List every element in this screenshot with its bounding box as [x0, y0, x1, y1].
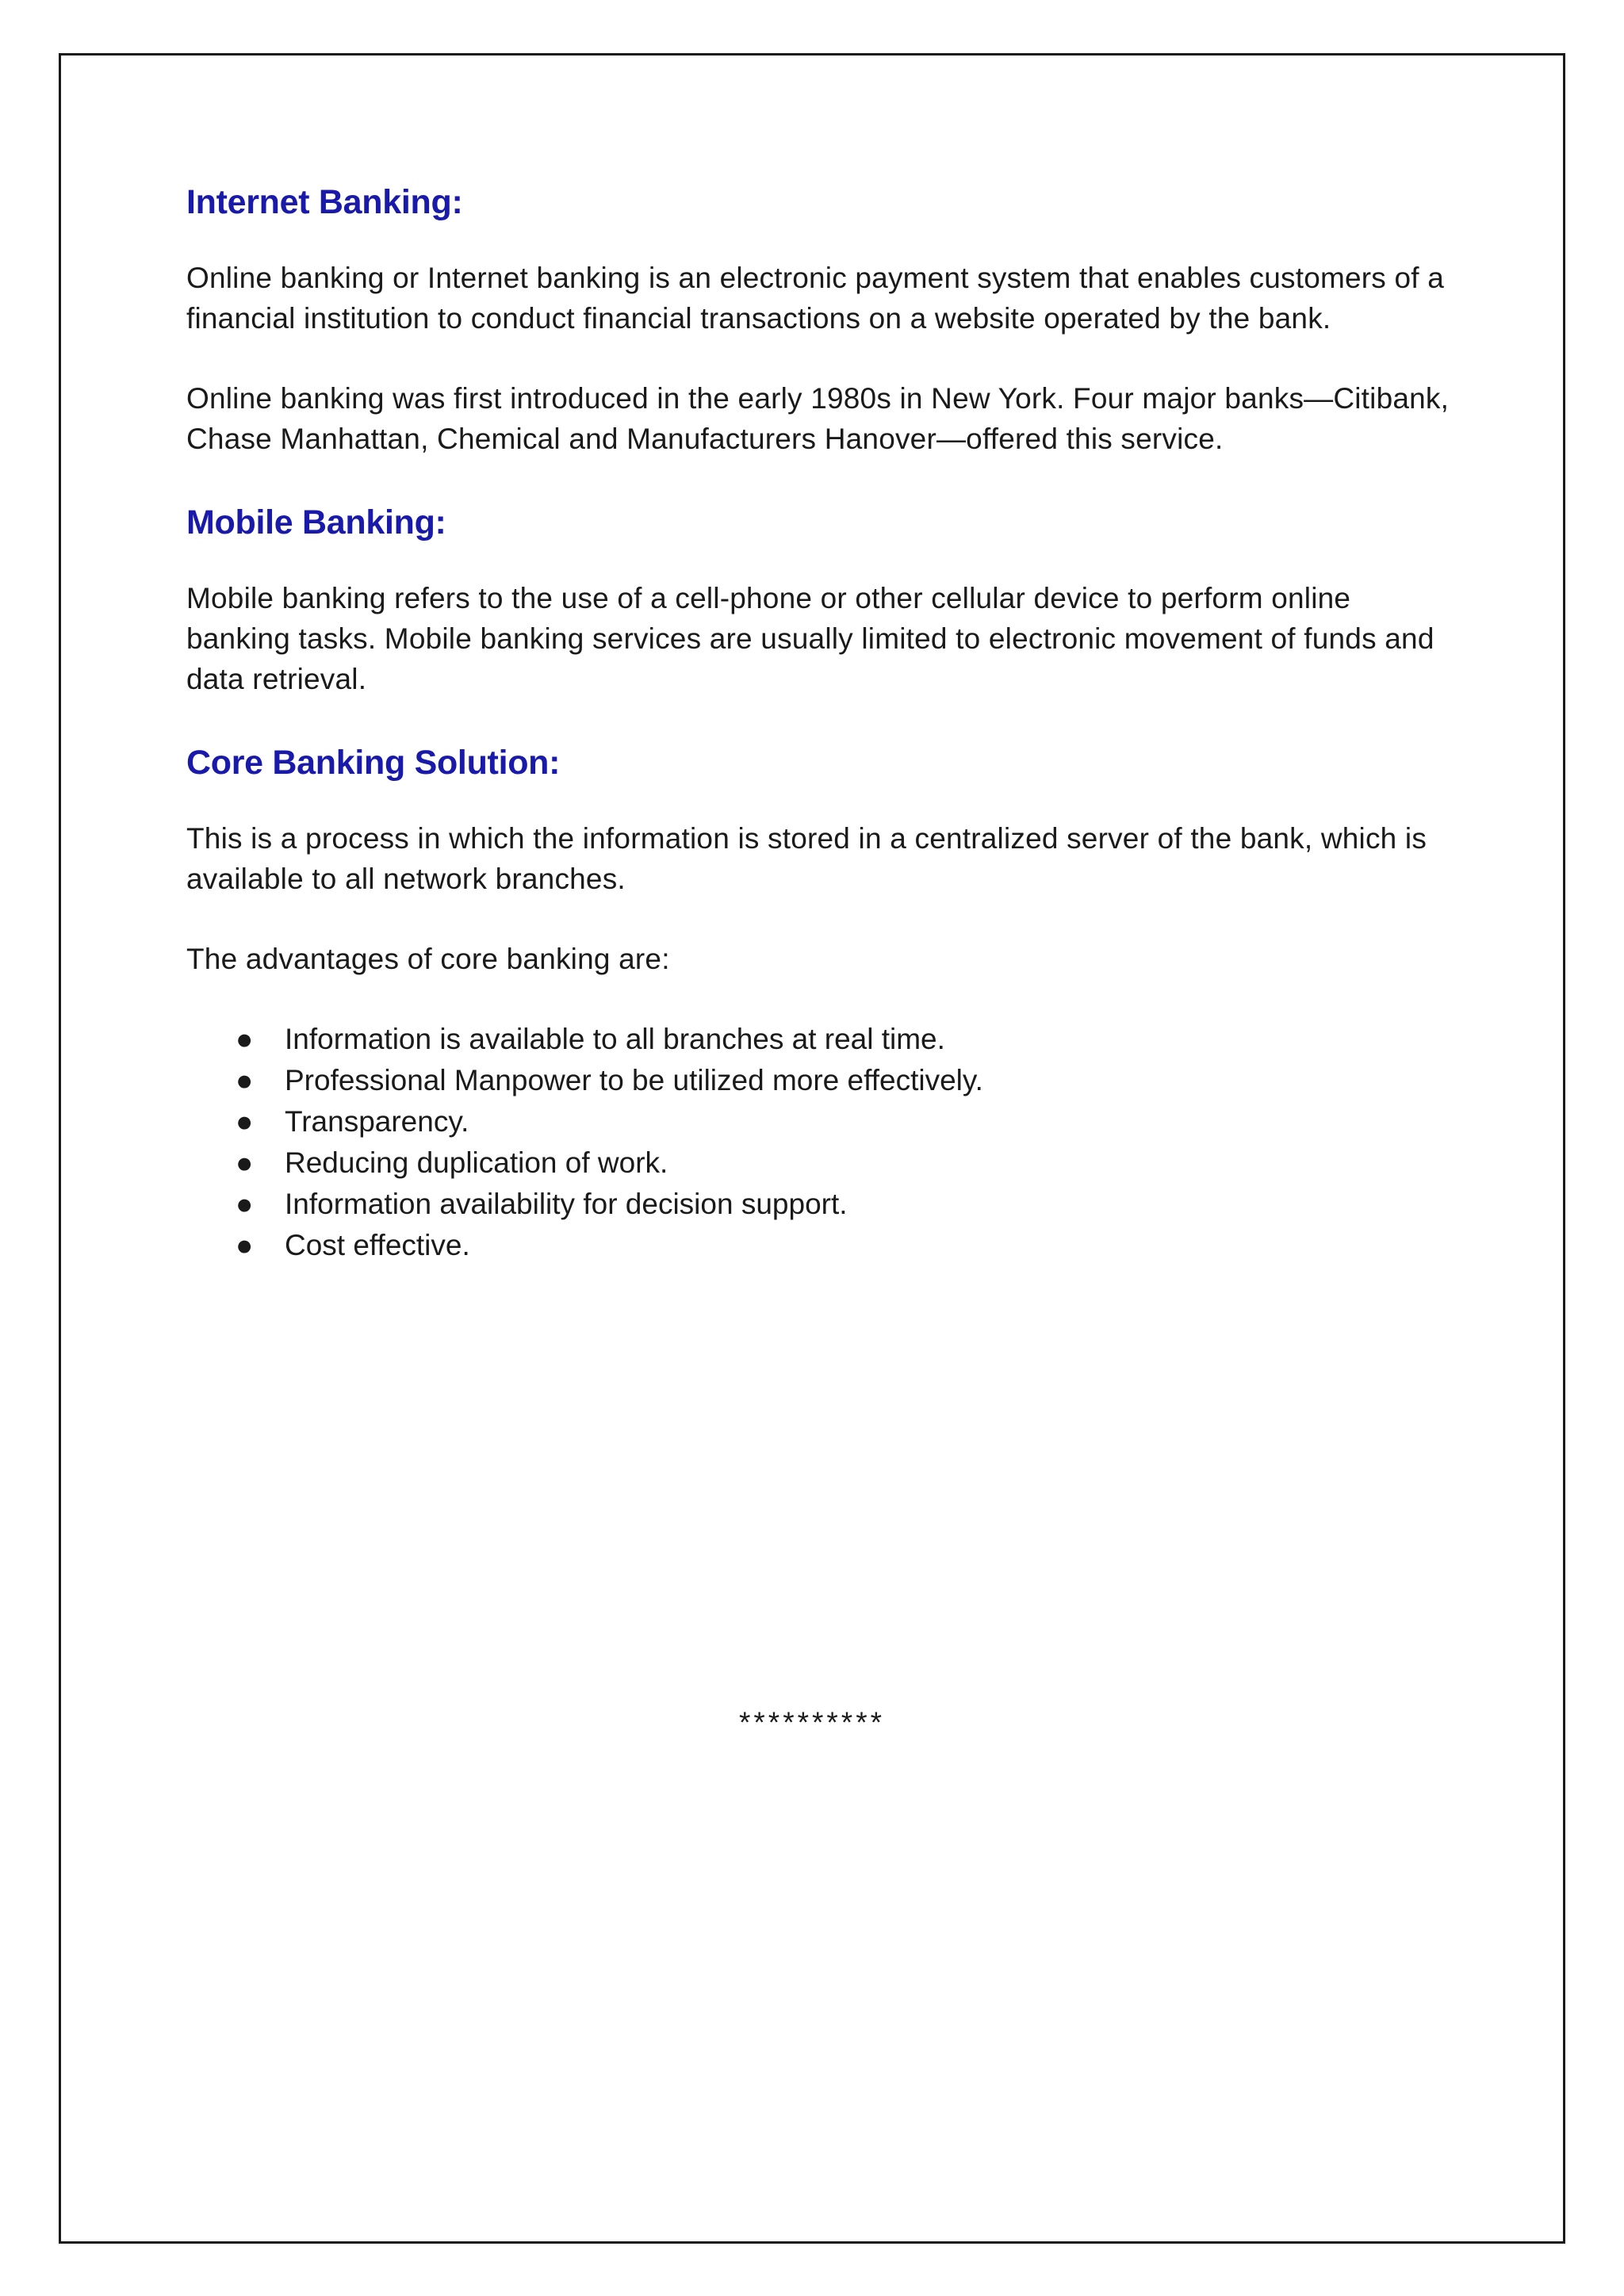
paragraph: Online banking or Internet banking is an electronic payment system that enables customers of a financial institution to conduct financial transactions on a website operated by the bank.	[186, 262, 1444, 335]
list-item-text: Transparency.	[285, 1105, 469, 1138]
section-heading: Core Banking Solution:	[186, 744, 561, 782]
advantages-list	[186, 1019, 1455, 1266]
paragraph: This is a process in which the information is stored in a centralized server of the bank, which is available to all network branches.	[186, 822, 1427, 895]
paragraph: Online banking was first introduced in the early 1980s in New York. Four major banks—Citibank, Chase Manhattan, Chemical and Manufacturers Hanover—offered this service.	[186, 382, 1450, 455]
bullet-icon: ●	[236, 1146, 254, 1179]
end-marker: **********	[739, 1706, 885, 1739]
bullet-icon: ●	[236, 1188, 254, 1220]
paragraph: Mobile banking refers to the use of a cell-phone or other cellular device to perform online banking tasks. Mobile banking services are usually limited to electronic movement of funds and data retrieval.	[186, 582, 1434, 695]
list-item-text: Information is available to all branches at real time.	[285, 1023, 945, 1055]
list-item-text: Cost effective.	[285, 1229, 470, 1261]
bullet-icon: ●	[236, 1064, 254, 1096]
bullet-icon: ●	[236, 1105, 254, 1138]
list-item	[186, 1060, 1455, 1101]
list-item	[186, 1019, 1455, 1060]
section-heading: Internet Banking:	[186, 183, 463, 221]
list-item	[186, 1225, 1455, 1266]
section-internet-banking	[186, 178, 1455, 459]
bullet-icon: ●	[236, 1229, 254, 1261]
list-item-text: Reducing duplication of work.	[285, 1146, 668, 1179]
bullet-icon: ●	[236, 1023, 254, 1055]
list-item	[186, 1101, 1455, 1142]
list-item-text: Information availability for decision support.	[285, 1188, 848, 1220]
list-item	[186, 1184, 1455, 1225]
list-item-text: Professional Manpower to be utilized more effectively.	[285, 1064, 983, 1096]
section-mobile-banking	[186, 499, 1455, 699]
document-content	[186, 178, 1455, 1266]
section-core-banking	[186, 739, 1455, 1266]
paragraph: The advantages of core banking are:	[186, 943, 670, 975]
section-heading: Mobile Banking:	[186, 503, 446, 541]
list-item	[186, 1142, 1455, 1184]
